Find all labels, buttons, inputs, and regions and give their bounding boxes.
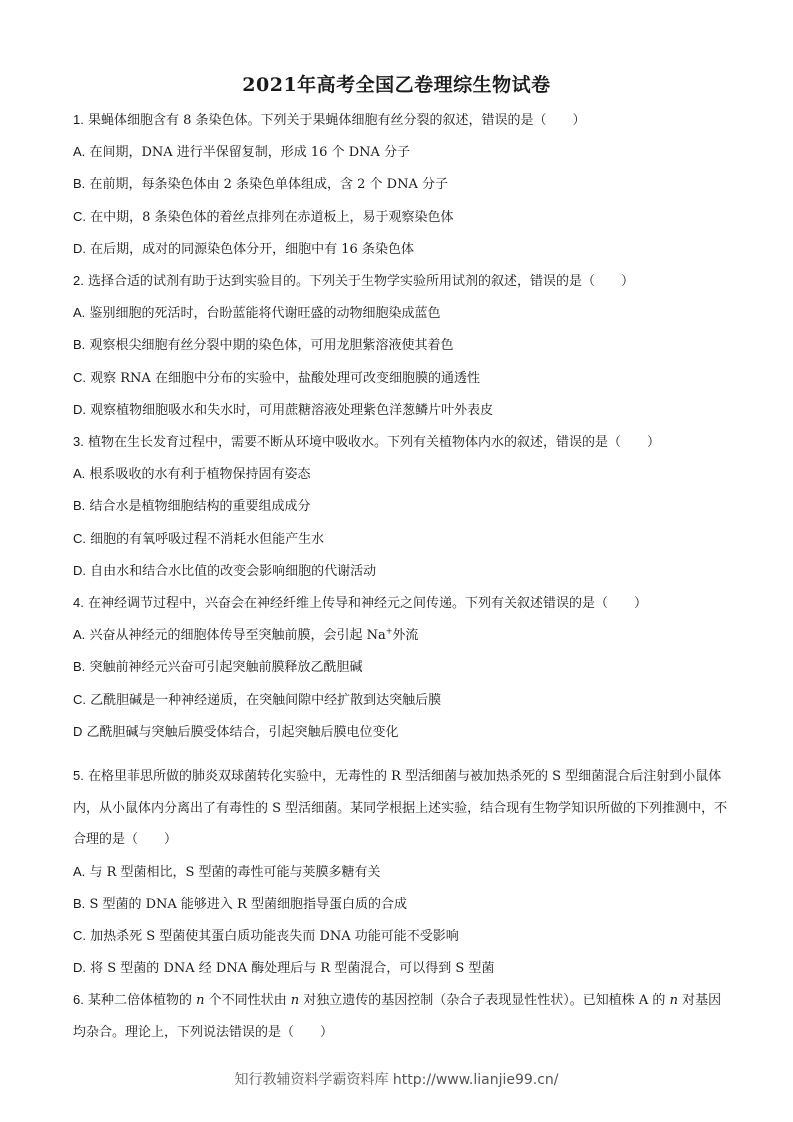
option-text: 加热杀死 S 型菌使其蛋白质功能丧失而 DNA 功能可能不受影响: [90, 928, 459, 944]
question-3-option-c: [73, 523, 733, 555]
question-5-option-d: [73, 952, 733, 984]
question-2-option-b: [73, 329, 733, 361]
question-text: 在格里菲思所做的肺炎双球菌转化实验中，无毒性的 R 型活细菌与被加热杀死的 S 型细菌混合后注射到小鼠体内，从小鼠体内分离出了有毒性的 S 型活细菌。某同学根据上述实验，结合现有生物学知识所做的下列推测中，不合理的是（ ）: [73, 769, 728, 848]
question-1-option-d: [73, 233, 733, 265]
option-letter: D.: [73, 240, 86, 256]
question-2-stem: [73, 265, 733, 297]
option-text: 观察根尖细胞有丝分裂中期的染色体，可用龙胆紫溶液使其着色: [89, 338, 454, 354]
question-4-option-c: [73, 684, 733, 716]
question-1-stem: [73, 104, 733, 136]
option-letter: D.: [73, 401, 86, 417]
question-2-option-d: [73, 394, 733, 426]
option-letter: A.: [73, 305, 86, 321]
option-letter: C.: [73, 927, 86, 943]
option-letter: A.: [73, 144, 86, 160]
question-text: 对独立遗传的基因控制（杂合子表现显性性状）。已知植株 A 的: [299, 993, 670, 1009]
option-text: 根系吸收的水有利于植物保持固有姿态: [89, 467, 311, 483]
question-2-option-c: [73, 362, 733, 394]
option-letter: C.: [73, 369, 86, 385]
option-text: 将 S 型菌的 DNA 经 DNA 酶处理后与 R 型菌混合，可以得到 S 型菌: [90, 961, 495, 977]
option-text: 鉴别细胞的死活时，台盼蓝能将代谢旺盛的动物细胞染成蓝色: [89, 306, 441, 322]
question-6-stem: [73, 984, 733, 1048]
question-3-option-a: [73, 458, 733, 490]
question-5-option-c: [73, 920, 733, 952]
option-letter: D.: [73, 562, 86, 578]
option-letter: A.: [73, 863, 86, 879]
option-text-tail: 外流: [392, 628, 419, 644]
option-letter: A.: [73, 466, 86, 482]
option-text: 细胞的有氧呼吸过程不消耗水但能产生水: [90, 531, 325, 547]
question-3-stem: [73, 426, 733, 458]
option-text: 在后期，成对的同源染色体分开，细胞中有 16 条染色体: [90, 241, 414, 257]
question-number: 5.: [73, 768, 84, 784]
question-4-option-b: [73, 651, 733, 683]
question-text: 植物在生长发育过程中，需要不断从环境中吸收水。下列有关植物体内水的叙述，错误的是（ ）: [87, 435, 660, 451]
question-5-option-a: [73, 856, 733, 888]
question-4-option-d: [73, 716, 733, 748]
option-text: 乙酰胆碱与突触后膜受体结合，引起突触后膜电位变化: [86, 724, 399, 740]
question-4-stem: [73, 587, 733, 619]
option-letter: B.: [73, 498, 86, 514]
question-list: [73, 104, 733, 1048]
question-text: 个不同性状由: [204, 993, 291, 1009]
option-letter: C.: [73, 691, 86, 707]
question-text: 选择合适的试剂有助于达到实验目的。下列关于生物学实验所用试剂的叙述，错误的是（ ）: [87, 274, 634, 290]
option-letter: C.: [73, 208, 86, 224]
option-letter: D.: [73, 960, 86, 976]
question-number: 3.: [73, 434, 84, 450]
option-letter: B.: [73, 337, 86, 353]
question-1-option-c: [73, 201, 733, 233]
footer-watermark: 知行教辅资料学霸资料库 http://www.lianjie99.cn/: [234, 1072, 559, 1088]
question-2-option-a: [73, 297, 733, 329]
question-3-option-b: [73, 490, 733, 522]
question-number: 1.: [73, 112, 84, 127]
page-title: 2021年高考全国乙卷理综生物试卷: [242, 74, 551, 96]
option-text: 结合水是植物细胞结构的重要组成成分: [89, 499, 311, 515]
option-letter: C.: [73, 530, 86, 546]
option-text: 兴奋从神经元的细胞体传导至突触前膜，会引起 Na: [89, 628, 386, 644]
option-letter: D: [73, 723, 83, 739]
question-1-option-a: [73, 136, 733, 168]
question-text: 果蝇体细胞含有 8 条染色体。下列关于果蝇体细胞有丝分裂的叙述，错误的是（ ）: [87, 113, 586, 128]
question-5-stem: [73, 760, 733, 856]
question-text: 在神经调节过程中，兴奋会在神经纤维上传导和神经元之间传递。下列有关叙述错误的是（ ）: [87, 596, 647, 612]
option-text: 观察植物细胞吸水和失水时，可用蔗糖溶液处理紫色洋葱鳞片叶外表皮: [90, 402, 494, 418]
question-number: 4.: [73, 595, 84, 611]
option-text: 在前期，每条染色体由 2 条染色单体组成，含 2 个 DNA 分子: [89, 177, 448, 193]
variable-n: n: [290, 993, 300, 1009]
option-letter: B.: [73, 659, 86, 675]
superscript-plus: +: [385, 626, 393, 636]
question-1-option-b: [73, 168, 733, 200]
variable-n: n: [196, 993, 205, 1009]
option-text: 乙酰胆碱是一种神经递质，在突触间隙中经扩散到达突触后膜: [90, 692, 442, 708]
question-number: 2.: [73, 273, 84, 289]
question-number: 6.: [73, 992, 84, 1008]
option-letter: A.: [73, 627, 86, 643]
spacer: [73, 748, 733, 760]
option-letter: B.: [73, 176, 86, 192]
option-text: 在间期，DNA 进行半保留复制，形成 16 个 DNA 分子: [89, 145, 411, 161]
option-text: 观察 RNA 在细胞中分布的实验中，盐酸处理可改变细胞膜的通透性: [90, 370, 480, 386]
option-text: 在中期，8 条染色体的着丝点排列在赤道板上，易于观察染色体: [90, 209, 454, 225]
option-text: S 型菌的 DNA 能够进入 R 型菌细胞指导蛋白质的合成: [89, 896, 407, 912]
option-letter: B.: [73, 895, 86, 911]
option-text: 与 R 型菌相比，S 型菌的毒性可能与荚膜多糖有关: [89, 864, 381, 880]
question-text: 对基因均杂合。理论上，下列说法错误的是（ ）: [73, 993, 722, 1040]
question-4-option-a: [73, 619, 733, 651]
question-text: 某种二倍体植物的: [87, 993, 197, 1009]
question-3-option-d: [73, 555, 733, 587]
option-text: 突触前神经元兴奋可引起突触前膜释放乙酰胆碱: [89, 660, 363, 676]
variable-n: n: [669, 993, 678, 1009]
option-text: 自由水和结合水比值的改变会影响细胞的代谢活动: [90, 563, 377, 579]
question-5-option-b: [73, 888, 733, 920]
